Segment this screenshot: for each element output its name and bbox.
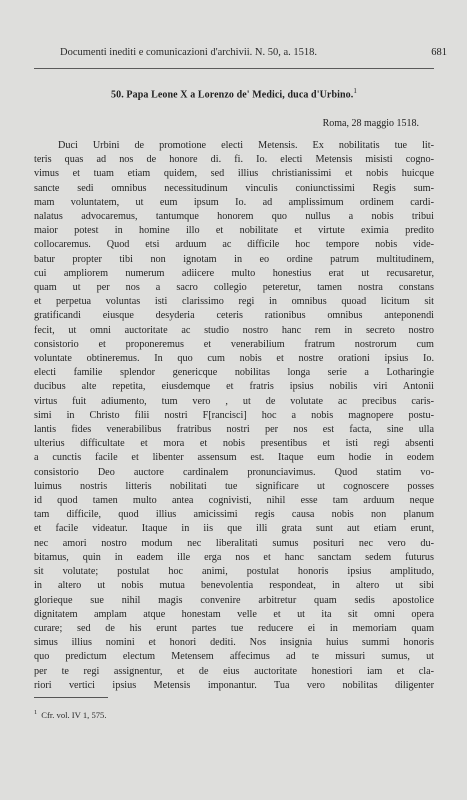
body-line: batur propter tibi non ignotam in eo ordine patrum multitudinem, [34,253,434,265]
dateline: Roma, 28 maggio 1518. [322,118,419,129]
body-line: bitamus, quin in eadem ille erga nos et hanc sanctam sedem futurus [34,551,434,563]
document-title-text: 50. Papa Leone X a Lorenzo de' Medici, duca d'Urbino. [111,89,354,101]
body-line: cui ampliorem numerum adiicere multo honestius erat ut recusaretur, [34,267,434,279]
body-line: luimus nostris litteris nobilitati tue significare ut cognoscere posses [34,480,434,492]
body-line: sancte sedi omnibus necessitudinum vinculis coniunctissimi Regis sum- [34,182,434,194]
body-line: lantis fides venerabilibus fratribus nostri per nos est facta, sine ulla [34,424,434,436]
body-line: simus illius nomini et honori dediti. Nos insignia huius summi honoris [34,637,434,649]
body-line: curare; sed de his erunt partes tue reducere ei in memoriam quam [34,622,434,634]
header-rule [34,68,434,69]
body-line: et facile videatur. Itaque in iis que illi grata sunt aut etiam erunt, [34,523,434,535]
body-line: teris quas ad nos de honore di. fi. Io. electi Metensis misisti cogno- [34,154,434,166]
body-line: maior potest in homine illo et nobilitate et virtute eximia predito [34,225,434,237]
body-line: riori vertici ipsius Metensis imponantur. Tua vero nobilitas diligenter [34,679,434,691]
body-line: glorieque sue nihil magis convenire arbitretur quam sedis apostolice [34,594,434,606]
body-line: Duci Urbini de promotione electi Metensis. Ex nobilitatis tue lit- [58,140,434,151]
body-line: per te regi assignentur, et de eius auctoritate honestiori iam et cla- [34,665,434,677]
body-line: quam ut per nos a sacro collegio peteretur, tamen nostra constans [34,282,434,294]
letter-body [34,139,434,693]
footnote-text: Cfr. vol. IV 1, 575. [41,709,107,720]
body-line: gratificandi eiusque desyderia ceteris rationibus omnibus anteponendi [34,310,434,322]
body-line: sit volutate; postulat hoc animi, postulat honoris ipsius amplitudo, [34,566,434,578]
body-line: collocaremus. Quod etsi arduum ac difficile hoc tempore nobis vide- [34,239,434,251]
body-line: ulterius difficultate et mora et nobis presentibus et isti regi absenti [34,438,434,450]
footnote-mark: 1 [34,709,38,716]
footnote-rule [34,697,108,698]
body-line: id quod tamen multo antea cognivisti, nihil esse tam arduum neque [34,495,434,507]
body-line: nec amori nostro modum nec liberalitati sumus posituri nec vero du- [34,537,434,549]
body-line: voluntate obtineremus. In quo cum nobis et nostre orationi ipsius Io. [34,353,434,365]
body-line: simi in Christo filii nostri F[rancisci] hoc a nobis magnopere postu- [34,409,434,421]
footnote [34,709,107,720]
body-line: nalatus advocaremus, tantumque honorem quo nullus a nobis tribui [34,211,434,223]
body-line: fecit, ut omni auctoritate ac studio nostro hanc rem in secreto nostro [34,324,434,336]
body-line: quo predictum electum Metensem affecimus ad te missuri sumus, ut [34,651,434,663]
body-line: ducibus alte repetita, eiusdemque et fratris ipsius nobilis viri Antonii [34,381,434,393]
document-title [34,87,434,100]
body-line: electi familie splendor genericque nobilitas longa serie a Lotharingie [34,367,434,379]
body-line: vimus et tuam etiam quidem, sed illius christianissimi et nobis huicque [34,168,434,180]
running-header [60,45,420,61]
body-line: virtus fuit adiumento, tum vero , ut de volutate ac precibus caris- [34,395,434,407]
body-line: mam voluntatem, ut eum ipsum Io. ad amplissimum ordinem cardi- [34,196,434,208]
body-line: a cunctis facile et libenter assensum est. Itaque eum hodie in eodem [34,452,434,464]
body-line: dignitatem amplam atque honestam velle et ut ita sit omni opera [34,608,434,620]
body-line: consistorio Deo auctore cardinalem pronunciavimus. Quod statim vo- [34,466,434,478]
body-line: et perpetua voluntas isti clarissimo regi in omnibus quoad licitum sit [34,296,434,308]
body-line: consistorio et proponeremus et venerabilium fratrum nostrorum cum [34,338,434,350]
title-footnote-mark: 1 [353,87,357,95]
running-title: Documenti inediti e comunicazioni d'archivii. N. 50, a. 1518. [60,47,318,58]
body-line: tam difficile, quod illius amicissimi regis causa nobis non planum [34,509,434,521]
body-line: in altero ut nobis mutua benevolentia respondeat, in altero ut sibi [34,580,434,592]
page-number: 681 [431,47,447,58]
